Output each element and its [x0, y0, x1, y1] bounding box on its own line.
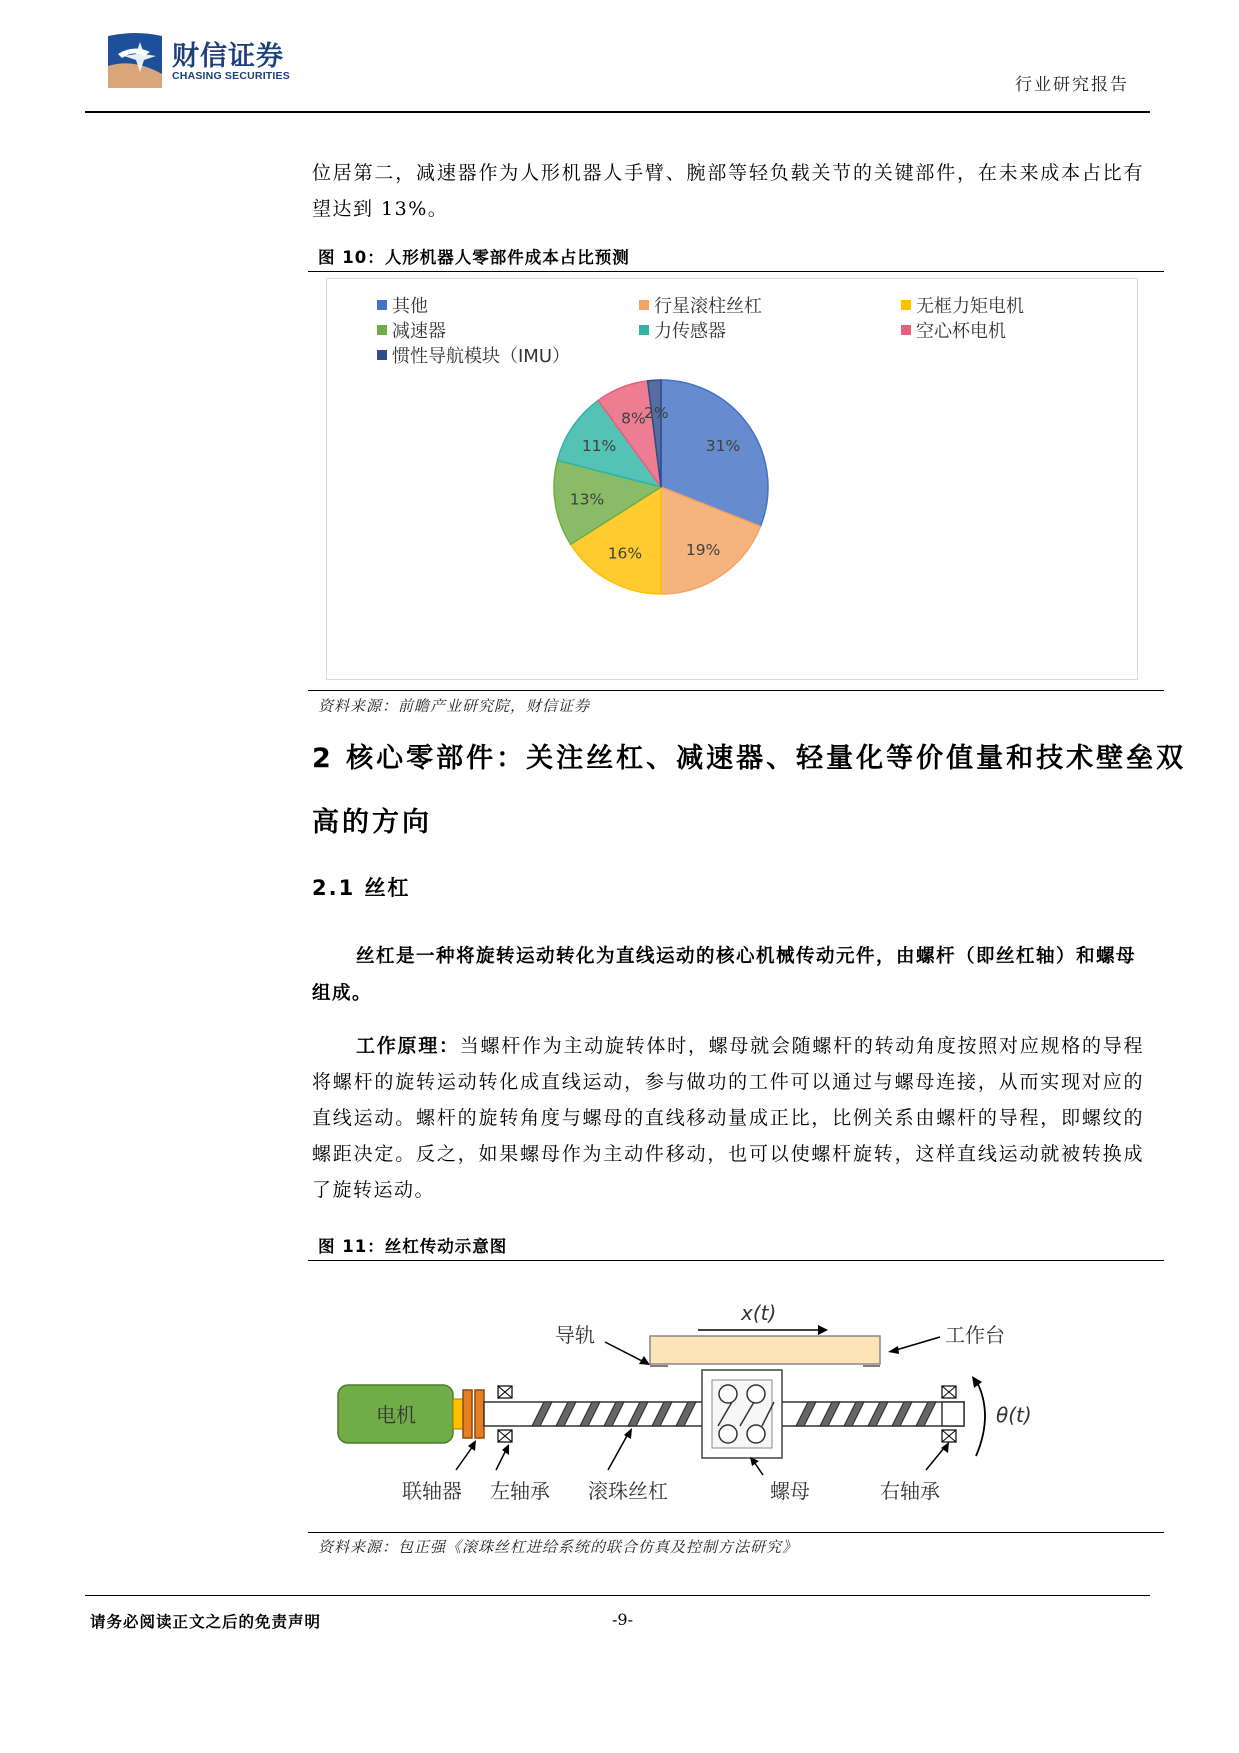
coupling-left [463, 1390, 472, 1438]
legend-label: 其他 [392, 296, 428, 317]
theta-label: θ(t) [996, 1403, 1032, 1427]
pie-chart-frame [326, 278, 1138, 680]
screw-principle [312, 1028, 1144, 1208]
legend-label: 惯性导航模块（IMU） [392, 346, 571, 367]
figure10-top-rule [308, 271, 1164, 272]
rotation-arrowhead [972, 1376, 982, 1388]
nut-label: 螺母 [770, 1479, 810, 1503]
header-rule [85, 111, 1150, 113]
nut-ball [719, 1385, 737, 1403]
legend-label: 空心杯电机 [916, 321, 1006, 342]
left-bearing-pointer-head [502, 1444, 509, 1455]
logo-emblem-icon [104, 30, 166, 92]
figure10-source: 资料来源：前瞻产业研究院，财信证券 [318, 697, 591, 715]
section2-title [312, 736, 1187, 839]
pie-data-label: 13% [569, 490, 605, 509]
motor-label: 电机 [376, 1403, 416, 1427]
screw-pointer-head [624, 1428, 632, 1439]
pie-data-label: 11% [581, 436, 617, 455]
motor-shaft [453, 1399, 463, 1429]
logo-name-cn: 财信证券 [172, 41, 284, 72]
section2-title-line2: 高的方向 [312, 807, 432, 838]
screw-definition: 丝杠是一种将旋转运动转化为直线运动的核心机械传动元件，由螺杆（即丝杠轴）和螺母组成。 [312, 946, 1137, 1004]
report-type: 行业研究报告 [1015, 75, 1129, 95]
figure11-top-rule [308, 1260, 1164, 1261]
pie-data-label: 31% [705, 436, 741, 455]
legend-label: 减速器 [392, 321, 446, 342]
worktable [650, 1336, 880, 1364]
principle-text: 当螺杆作为主动旋转体时，螺母就会随螺杆的转动角度按照对应规格的导程将螺杆的旋转运动转化成直线运动，参与做功的工件可以通过与螺母连接，从而实现对应的直线运动。螺杆的旋转角度与螺母的直线移动量成正比，比例关系由螺杆的导程，即螺纹的螺距决定。反之，如果螺母作为主动件移动，也可以使螺杆旋转，这样直线运动就被转换成了旋转运动。 [312, 1035, 1144, 1201]
nut-ball [747, 1385, 765, 1403]
right-bearing-pointer [926, 1448, 944, 1470]
footer-rule [85, 1595, 1150, 1596]
screw-pointer [608, 1434, 628, 1470]
nut-ball [719, 1425, 737, 1443]
pie-chart [327, 279, 1137, 679]
legend-label: 力传感器 [654, 321, 726, 342]
worktable-pointer [896, 1337, 940, 1350]
section2-1-title: 2.1 丝杠 [312, 876, 411, 900]
footer-disclaimer: 请务必阅读正文之后的免责声明 [90, 1613, 322, 1631]
pie-data-label: 16% [607, 544, 643, 563]
figure10-bottom-rule [308, 690, 1164, 691]
logo [104, 30, 304, 92]
coupling-pointer-head [468, 1440, 476, 1451]
figure10-caption: 图 10：人形机器人零部件成本占比预测 [318, 248, 630, 267]
coupling-right [475, 1390, 484, 1438]
pie-data-label: 19% [685, 540, 721, 559]
logo-name-en: CHASING SECURITIES [172, 70, 290, 82]
page-number: -9- [612, 1610, 633, 1629]
guide-rail-pointer [605, 1342, 644, 1362]
principle-label: 工作原理： [356, 1035, 460, 1057]
worktable-label: 工作台 [945, 1323, 1005, 1347]
rotation-arrow [976, 1380, 985, 1456]
left-bearing-pointer [496, 1450, 506, 1470]
intro-paragraph: 位居第二，减速器作为人形机器人手臂、腕部等轻负载关节的关键部件，在未来成本占比有望达到 13%。 [312, 162, 1144, 220]
coupling-label: 联轴器 [402, 1479, 462, 1503]
ball-screw-label: 滚珠丝杠 [588, 1479, 668, 1503]
pie-data-label: 2% [644, 404, 669, 423]
left-bearing-label: 左轴承 [490, 1479, 550, 1503]
legend-label: 行星滚柱丝杠 [654, 296, 762, 317]
figure11-bottom-rule [308, 1532, 1164, 1533]
shaft-end [942, 1402, 964, 1426]
ball-screw-diagram [308, 1270, 1164, 1520]
nut-ball [747, 1425, 765, 1443]
legend-label: 无框力矩电机 [916, 296, 1024, 317]
guide-rail-label: 导轨 [555, 1323, 595, 1347]
coupling-pointer [456, 1446, 473, 1470]
nut-pointer [754, 1462, 763, 1475]
right-bearing-label: 右轴承 [880, 1479, 940, 1503]
figure11-source: 资料来源：包正强《滚珠丝杠进给系统的联合仿真及控制方法研究》 [318, 1538, 799, 1556]
xt-arrowhead [818, 1325, 828, 1335]
xt-label: x(t) [741, 1301, 777, 1325]
figure11-caption: 图 11：丝杠传动示意图 [318, 1237, 508, 1256]
pie-data-label: 8% [621, 409, 646, 428]
worktable-pointer-head [888, 1346, 899, 1354]
section2-title-line1: 2 核心零部件：关注丝杠、减速器、轻量化等价值量和技术壁垒双 [312, 743, 1187, 774]
